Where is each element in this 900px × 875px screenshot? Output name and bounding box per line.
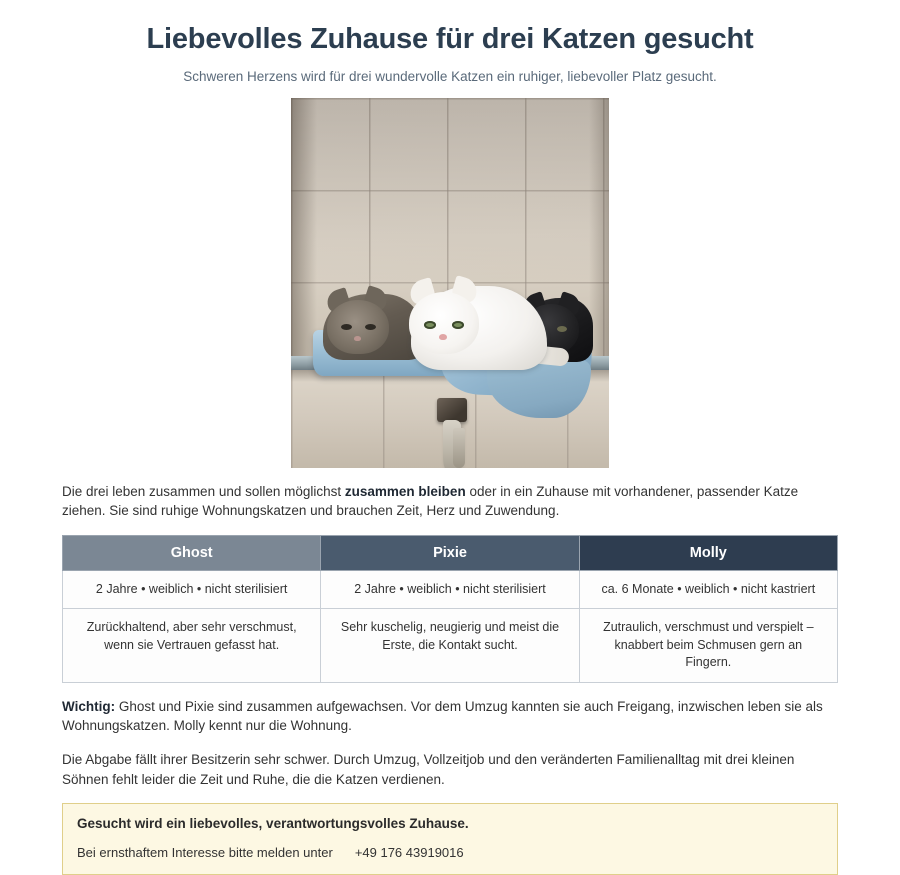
page-subtitle: Schweren Herzens wird für drei wundervolle Katzen ein ruhiger, liebevoller Platz gesucht. — [183, 68, 717, 84]
cat-name-ghost: Ghost — [63, 535, 321, 570]
white-cat-nose — [439, 334, 447, 340]
cats-photo-container — [291, 98, 609, 468]
page-title: Liebevolles Zuhause für drei Katzen gesucht — [146, 23, 754, 55]
important-note-text: Ghost und Pixie sind zusammen aufgewachsen. Vor dem Umzug kannten sie auch Freigang, inzwischen leben sie als Wohnungskatzen. Molly kennt nur die Wohnung. — [62, 698, 823, 734]
intro-paragraph — [62, 482, 838, 521]
black-cat-eye-right — [557, 326, 567, 332]
contact-line — [77, 845, 823, 860]
cat-description-pixie: Sehr kuschelig, neugierig und meist die Erste, die Kontakt sucht. — [321, 609, 579, 683]
cat-name-molly: Molly — [579, 535, 837, 570]
intro-text-part2: oder in ein Zuhause mit vorhandener, passender Katze ziehen. Sie sind ruhige Wohnungskatzen und brauchen Zeit, Herz und Zuwendung. — [62, 483, 799, 519]
reason-paragraph: Die Abgabe fällt ihrer Besitzerin sehr schwer. Durch Umzug, Vollzeitjob und den veränderten Familienalltag mit drei kleinen Söhnen fehlt leider die Zeit und Ruhe, die die Katzen verdienen. — [62, 752, 795, 787]
tabby-cat-eye-right — [365, 324, 376, 330]
cats-table-body — [63, 570, 838, 682]
contact-phone-number[interactable]: +49 176 43919016 — [354, 845, 464, 861]
tabby-cat-nose — [354, 336, 361, 341]
cat-facts-pixie: 2 Jahre • weiblich • nicht sterilisiert — [321, 570, 579, 609]
table-row — [63, 570, 838, 609]
wall-hook-icon — [437, 398, 467, 422]
white-cat-head — [409, 292, 479, 354]
cats-table-head — [63, 535, 838, 570]
white-cat-eye-left — [424, 321, 436, 329]
intro-text-part1: Die drei leben zusammen und sollen möglichst — [62, 483, 345, 499]
cat-facts-ghost: 2 Jahre • weiblich • nicht sterilisiert — [63, 570, 321, 609]
call-to-action-heading: Gesucht wird ein liebevolles, verantwortungsvolles Zuhause. — [77, 816, 469, 832]
document-body — [0, 482, 900, 875]
cat-name-pixie: Pixie — [321, 535, 579, 570]
cat-description-molly: Zutraulich, verschmust und verspielt – knabbert beim Schmusen gern an Fingern. — [579, 609, 837, 683]
cat-facts-molly: ca. 6 Monate • weiblich • nicht kastriert — [579, 570, 837, 609]
cats-photo — [291, 98, 609, 468]
tabby-cat-head — [327, 300, 389, 354]
table-row — [63, 609, 838, 683]
table-header-row — [63, 535, 838, 570]
cats-comparison-table — [62, 535, 838, 683]
wall-shadow — [291, 98, 609, 283]
hanging-cloth-second — [453, 428, 465, 468]
important-note-paragraph — [62, 697, 838, 736]
intro-text-bold: zusammen bleiben — [344, 483, 466, 499]
important-note-label: Wichtig: — [62, 698, 116, 714]
contact-label: Bei ernsthaftem Interesse bitte melden unter — [77, 845, 333, 861]
white-cat-eye-right — [452, 321, 464, 329]
tabby-cat-eye-left — [341, 324, 352, 330]
cat-description-ghost: Zurückhaltend, aber sehr verschmust, wenn sie Vertrauen gefasst hat. — [63, 609, 321, 683]
call-to-action-box — [62, 803, 838, 875]
